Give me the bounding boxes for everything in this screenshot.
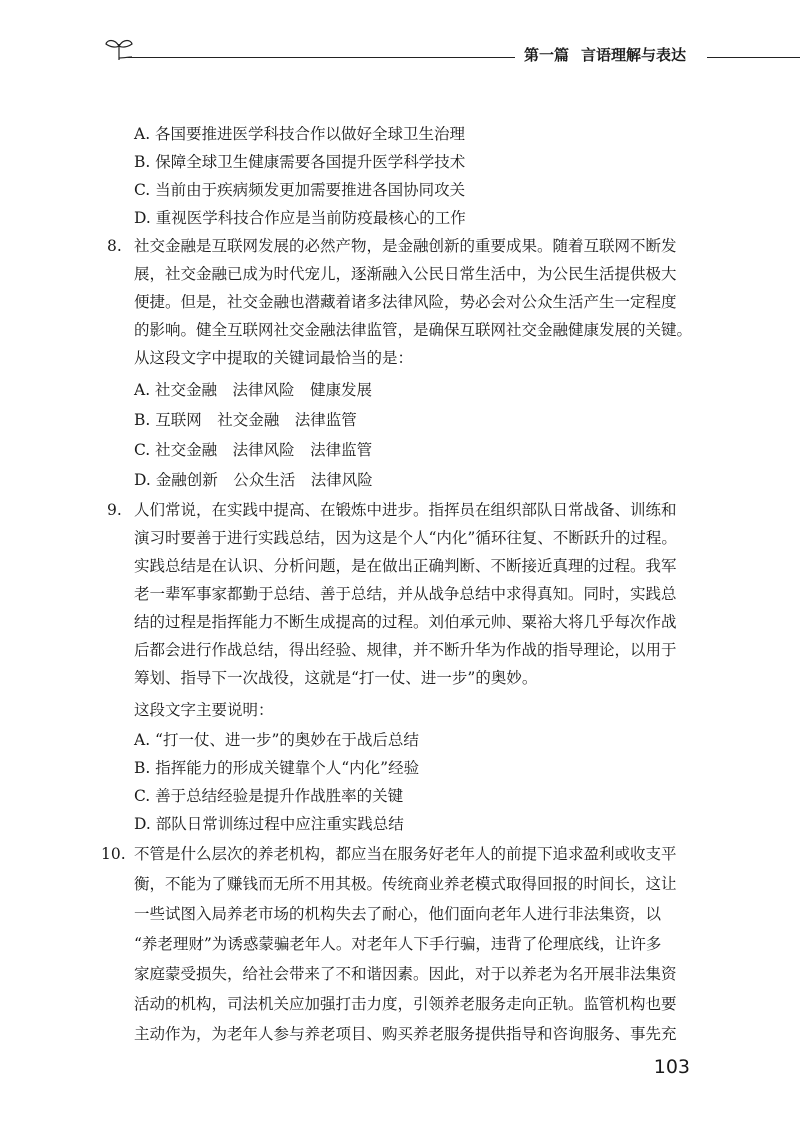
q10-number: 10. — [101, 845, 126, 863]
q7-option-c: C. 当前由于疾病频发更加需要推进各国协同攻关 — [134, 181, 466, 199]
q8-line: 便捷。但是，社交金融也潜藏着诸多法律风险，势必会对公众生活产生一定程度 — [134, 293, 677, 311]
q10-line: 一些试图入局养老市场的机构失去了耐心，他们面向老年人进行非法集资，以 — [134, 905, 662, 923]
q9-line: 实践总结是在认识、分析问题，是在做出正确判断、不断接近真理的过程。我军 — [134, 557, 677, 575]
q10-line: “养老理财”为诱惑蒙骗老年人。对老年人下手行骗，违背了伦理底线，让许多 — [134, 935, 662, 953]
q8-option-b: B. 互联网 社交金融 法律监管 — [134, 411, 357, 429]
q8-line: 展，社交金融已成为时代宠儿，逐渐融入公民日常生活中，为公民生活提供极大 — [134, 265, 677, 283]
q8-line: 社交金融是互联网发展的必然产物，是金融创新的重要成果。随着互联网不断发 — [134, 237, 677, 255]
chapter-label: 言语理解与表达 — [581, 46, 687, 64]
q9-option-a: A. “打一仗、进一步”的奥妙在于战后总结 — [134, 731, 419, 749]
q9-line: 筹划、指导下一次战役，这就是“打一仗、进一步”的奥妙。 — [134, 669, 538, 687]
q8-option-d: D. 金融创新 公众生活 法律风险 — [134, 471, 373, 489]
q9-line: 演习时要善于进行实践总结，因为这是个人“内化”循环往复、不断跃升的过程。 — [134, 529, 677, 547]
q7-option-d: D. 重视医学科技合作应是当前防疫最核心的工作 — [134, 209, 466, 227]
q9-number: 9. — [107, 501, 122, 519]
q10-line: 主动作为，为老年人参与养老项目、购买养老服务提供指导和咨询服务、事先充 — [134, 1025, 677, 1043]
q9-option-b: B. 指挥能力的形成关键靠个人“内化”经验 — [134, 759, 420, 777]
q8-question: 从这段文字中提取的关键词最恰当的是： — [134, 349, 414, 367]
header-title — [524, 44, 686, 65]
q9-line: 后都会进行作战总结，得出经验、规律，并不断升华为作战的指导理论，以用于 — [134, 641, 677, 659]
header-rule-left — [128, 57, 515, 58]
page-number: 103 — [653, 1056, 690, 1078]
q10-line: 家庭蒙受损失，给社会带来了不和谐因素。因此，对于以养老为名开展非法集资 — [134, 965, 677, 983]
page-header — [104, 34, 704, 78]
q8-option-a: A. 社交金融 法律风险 健康发展 — [134, 381, 373, 399]
q9-question: 这段文字主要说明： — [134, 701, 274, 719]
q9-line: 老一辈军事家都勤于总结、善于总结，并从战争总结中求得真知。同时，实践总 — [134, 585, 677, 603]
q8-number: 8. — [107, 237, 122, 255]
header-rule-right — [707, 57, 800, 58]
q9-option-c: C. 善于总结经验是提升作战胜率的关键 — [134, 787, 404, 805]
q8-line: 的影响。健全互联网社交金融法律监管，是确保互联网社交金融健康发展的关键。 — [134, 321, 693, 339]
q8-option-c: C. 社交金融 法律风险 法律监管 — [134, 441, 373, 459]
q10-line: 衡，不能为了赚钱而无所不用其极。传统商业养老模式取得回报的时间长，这让 — [134, 875, 677, 893]
q9-line: 人们常说，在实践中提高、在锻炼中进步。指挥员在组织部队日常战备、训练和 — [134, 501, 677, 519]
q9-option-d: D. 部队日常训练过程中应注重实践总结 — [134, 815, 404, 833]
q9-line: 结的过程是指挥能力不断生成提高的过程。刘伯承元帅、粟裕大将几乎每次作战 — [134, 613, 677, 631]
section-label: 第一篇 — [524, 46, 570, 64]
q7-option-a: A. 各国要推进医学科技合作以做好全球卫生治理 — [134, 125, 466, 143]
q7-option-b: B. 保障全球卫生健康需要各国提升医学科学技术 — [134, 153, 466, 171]
q10-line: 不管是什么层次的养老机构，都应当在服务好老年人的前提下追求盈利或收支平 — [134, 845, 677, 863]
q10-line: 活动的机构，司法机关应加强打击力度，引领养老服务走向正轨。监管机构也要 — [134, 995, 677, 1013]
